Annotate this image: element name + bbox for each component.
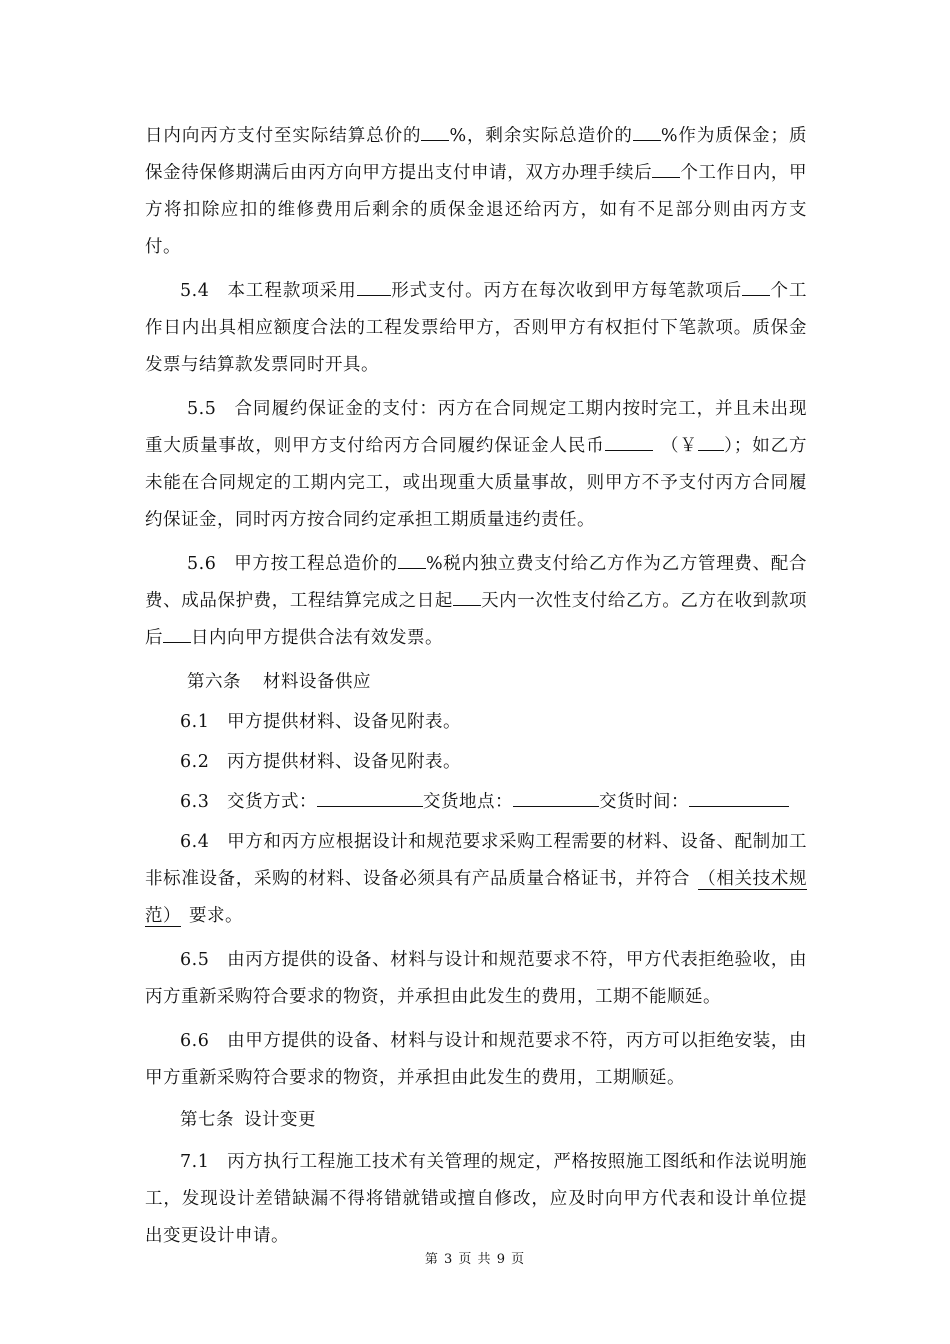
paragraph-5-5: [145, 391, 807, 539]
clause-number: 6.4: [180, 832, 210, 852]
text-segment: 交货地点：: [423, 792, 513, 812]
underlined-text: （相关技术规范）: [145, 869, 807, 926]
blank-field: [357, 277, 391, 296]
clause-number: 6.2: [180, 752, 210, 772]
article-6-heading: [145, 664, 807, 701]
text-segment: 日内向甲方提供合法有效发票。: [191, 628, 443, 648]
article-title: 设计变更: [244, 1110, 316, 1130]
clause-text: 由丙方提供的设备、材料与设计和规范要求不符，甲方代表拒绝验收，由丙方重新采购符合要求的物资，并承担由此发生的费用，工期不能顺延。: [145, 950, 807, 1007]
text-segment: 个工作日内，甲方将扣除应扣的维修费用后剩余的质保金退还给丙方，如有不足部分则由丙方支付。: [145, 163, 808, 257]
article-label: 第七条: [180, 1110, 234, 1130]
text-segment: 形式支付。丙方在每次收到甲方每笔款项后: [390, 281, 743, 301]
blank-field: [163, 624, 191, 643]
clause-number: 6.3: [180, 792, 210, 812]
blank-field: [317, 788, 423, 807]
text-segment: 交货方式：: [227, 792, 317, 812]
clause-text: 丙方执行工程施工技术有关管理的规定，严格按照施工图纸和作法说明施工，发现设计差错缺漏不得将错就错或擅自修改，应及时向甲方代表和设计单位提出变更设计申请。: [145, 1152, 807, 1246]
blank-field: [398, 550, 426, 569]
text-segment: 个工作日内出具相应额度合法的工程发票给甲方，否则甲方有权拒付下笔款项。质保金发票与结算款发票同时开具。: [145, 281, 808, 375]
paragraph-6-3: [145, 784, 807, 821]
text-segment: 交货时间：: [599, 792, 689, 812]
blank-field: [421, 122, 449, 141]
paragraph-5-3-continued: [145, 118, 807, 266]
clause-number: 6.6: [180, 1031, 210, 1051]
article-label: 第六条: [187, 672, 241, 692]
blank-field: [453, 587, 481, 606]
clause-number: 5.4: [180, 281, 210, 301]
text-segment: %作为质保金；质保金待保修期满后由丙方向甲方提出支付申请，双方办理手续后: [145, 126, 807, 183]
text-segment: %税内独立费支付给乙方作为乙方管理费、配合费、成品保护费，工程结算完成之日起: [145, 554, 807, 611]
text-segment: 甲方按工程总造价的: [234, 554, 398, 574]
page-footer: 第 3 页 共 9 页: [424, 1252, 526, 1267]
text-segment: 合同履约保证金的支付：丙方在合同规定工期内按时完工，并且未出现重大质量事故，则甲方支付给丙方合同履约保证金人民币: [145, 399, 807, 456]
paragraph-6-4: [145, 824, 807, 935]
text-segment: %，剩余实际总造价的: [449, 126, 633, 146]
text-segment: 天内一次性支付给乙方。乙方在收到款项后: [145, 591, 808, 648]
clause-number: 7.1: [180, 1152, 210, 1172]
paragraph-6-5: [145, 942, 807, 1016]
paragraph-6-2: [145, 744, 807, 781]
text-segment: （￥: [660, 436, 698, 456]
text-segment: 甲方和丙方应根据设计和规范要求采购工程需要的材料、设备、配制加工非标准设备，采购的材料、设备必须具有产品质量合格证书，并符合: [145, 832, 807, 889]
text-segment: 日内向丙方支付至实际结算总价的: [145, 126, 422, 146]
blank-field: [689, 788, 789, 807]
clause-number: 5.5: [187, 399, 217, 419]
clause-text: 丙方提供材料、设备见附表。: [227, 752, 461, 772]
article-title: 材料设备供应: [263, 672, 371, 692]
clause-number: 6.1: [180, 712, 210, 732]
blank-field: [698, 432, 724, 451]
paragraph-6-6: [145, 1023, 807, 1097]
text-segment: 本工程款项采用: [227, 281, 357, 301]
text-segment: 要求。: [189, 906, 243, 926]
blank-field: [633, 122, 661, 141]
clause-number: 5.6: [187, 554, 217, 574]
blank-field: [513, 788, 599, 807]
article-7-heading: [145, 1102, 807, 1139]
clause-text: 由甲方提供的设备、材料与设计和规范要求不符，丙方可以拒绝安装，由甲方重新采购符合要求的物资，并承担由此发生的费用，工期顺延。: [145, 1031, 807, 1088]
document-body: [145, 118, 807, 1255]
clause-number: 6.5: [180, 950, 210, 970]
paragraph-5-4: [145, 273, 807, 384]
paragraph-5-6: [145, 546, 807, 657]
blank-field: [605, 432, 653, 451]
paragraph-7-1: [145, 1144, 807, 1255]
blank-field: [742, 277, 770, 296]
text-segment: ）；如乙方未能在合同规定的工期内完工，或出现重大质量事故，则甲方不予支付丙方合同履约保证金，同时丙方按合同约定承担工期质量违约责任。: [145, 436, 808, 530]
blank-field: [652, 159, 680, 178]
clause-text: 甲方提供材料、设备见附表。: [227, 712, 461, 732]
paragraph-6-1: [145, 704, 807, 741]
